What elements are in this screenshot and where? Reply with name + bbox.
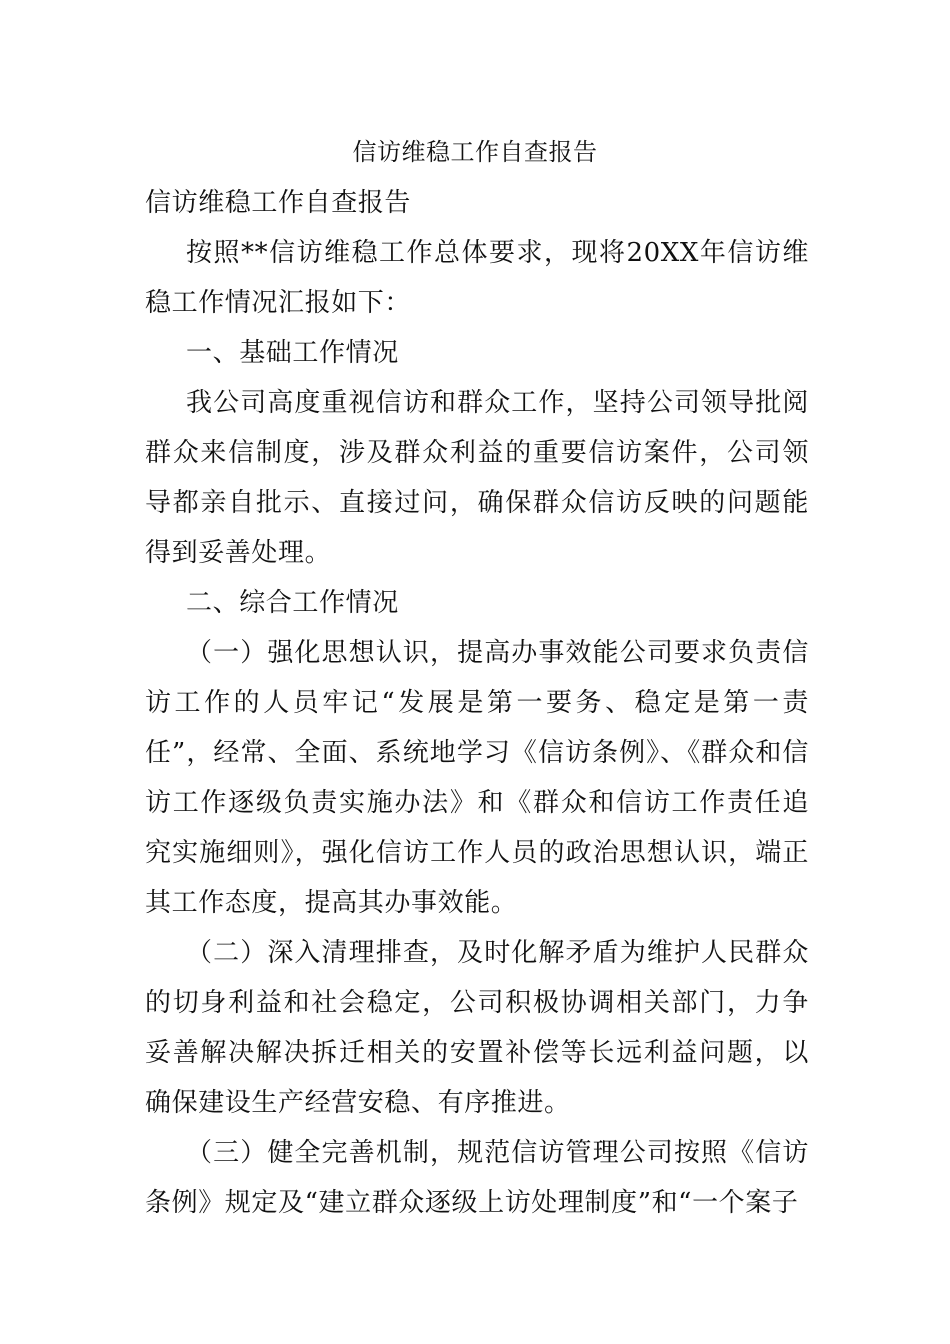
section-heading-basic-work: 一、基础工作情况 — [186, 338, 399, 368]
intro-paragraph: 按照**信访维稳工作总体要求，现将20XX年信访维稳工作情况汇报如下： — [145, 238, 809, 318]
section-heading-comprehensive-work: 二、综合工作情况 — [186, 588, 399, 618]
document-body — [145, 178, 809, 1228]
item-1-paragraph: （一）强化思想认识，提高办事效能公司要求负责信访工作的人员牢记“发展是第一要务、稳定是第一责任”，经常、全面、系统地学习《信访条例》、《群众和信访工作逐级负责实施办法》和《群众和信访工作责任追究实施细则》，强化信访工作人员的政治思想认识，端正其工作态度，提高其办事效能。 — [145, 638, 809, 918]
subtitle-paragraph: 信访维稳工作自查报告 — [145, 188, 412, 218]
item-3-paragraph: （三）健全完善机制，规范信访管理公司按照《信访条例》规定及“建立群众逐级上访处理制度”和“一个案子 — [145, 1138, 809, 1218]
basic-work-paragraph: 我公司高度重视信访和群众工作，坚持公司领导批阅群众来信制度，涉及群众利益的重要信访案件，公司领导都亲自批示、直接过问，确保群众信访反映的问题能得到妥善处理。 — [145, 388, 809, 568]
document-title: 信访维稳工作自查报告 — [352, 138, 598, 166]
item-2-paragraph: （二）深入清理排查，及时化解矛盾为维护人民群众的切身利益和社会稳定，公司积极协调相关部门，力争妥善解决解决拆迁相关的安置补偿等长远利益问题，以确保建设生产经营安稳、有序推进。 — [145, 938, 809, 1118]
